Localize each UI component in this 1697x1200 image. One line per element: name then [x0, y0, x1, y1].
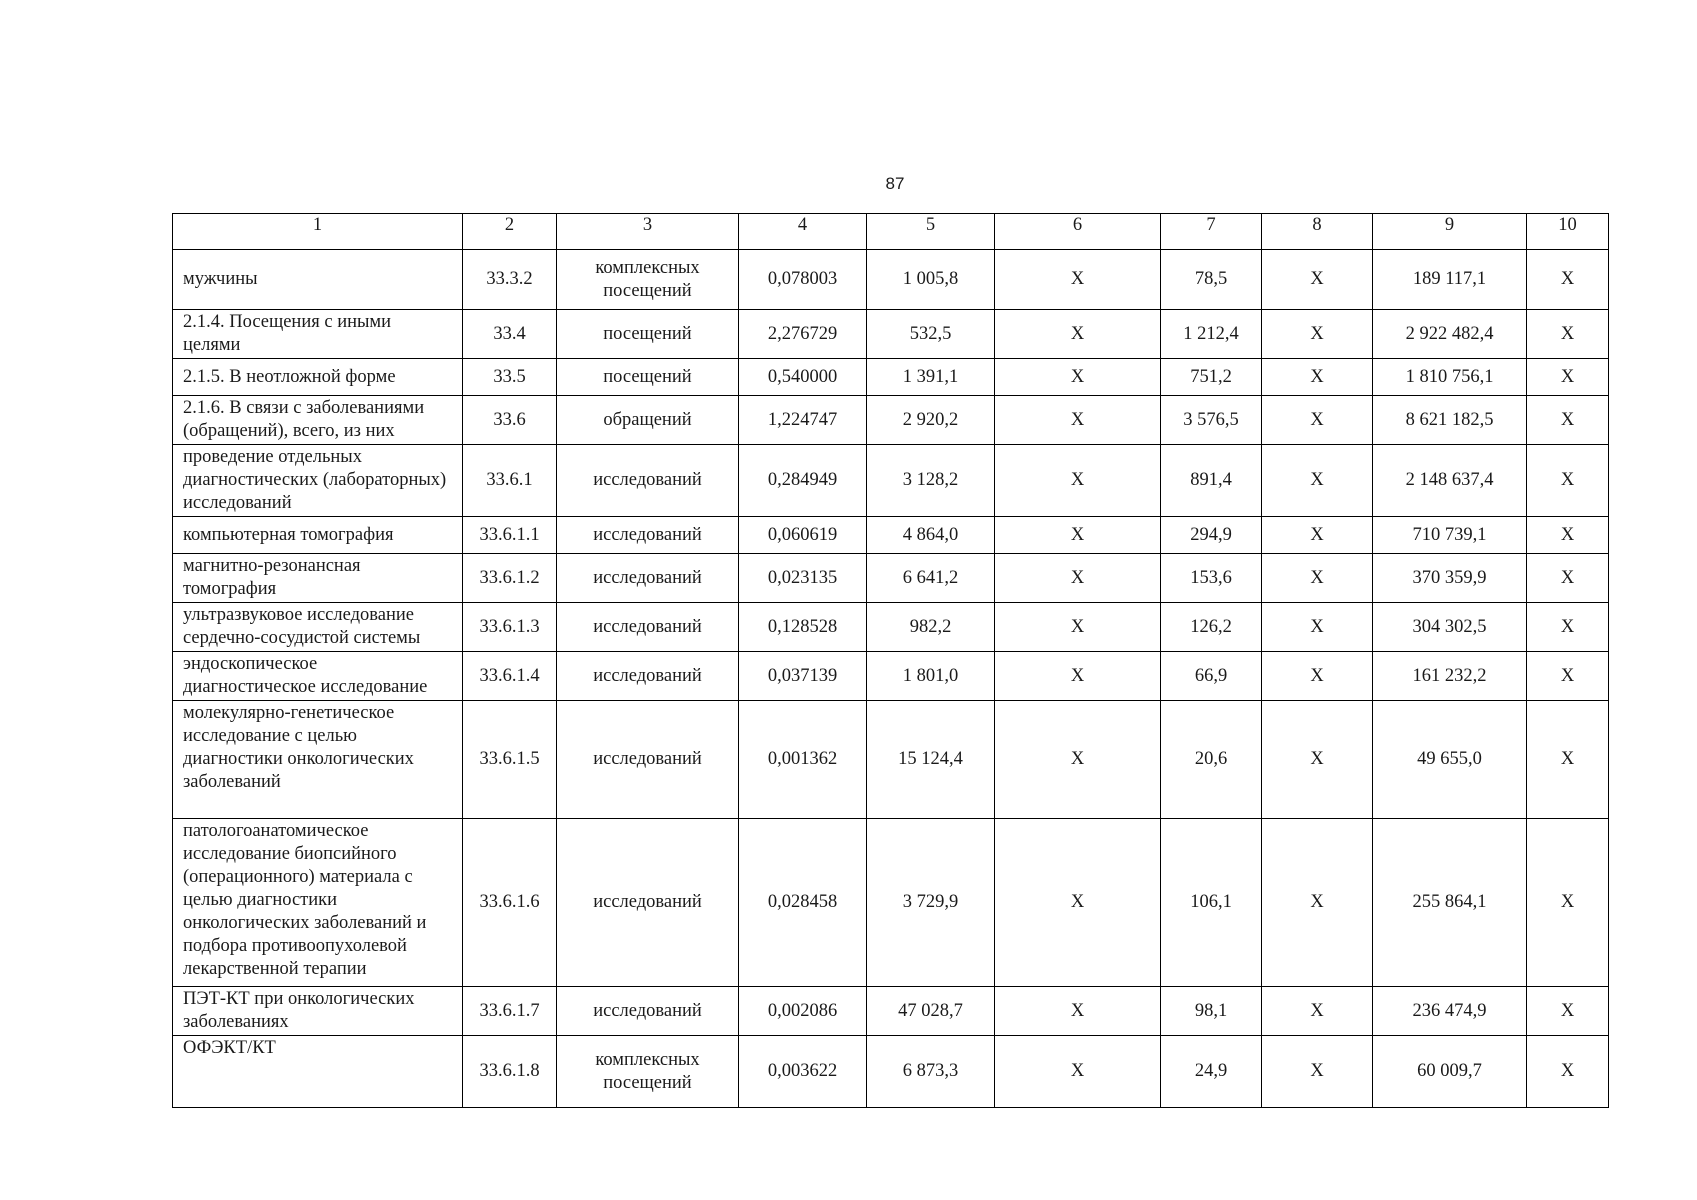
row-norm: 0,284949: [739, 445, 867, 517]
row-col7: 106,1: [1161, 819, 1262, 987]
row-col7: 751,2: [1161, 359, 1262, 396]
row-col8: Х: [1262, 396, 1373, 445]
table-row: [173, 310, 1609, 359]
row-col10: Х: [1527, 310, 1609, 359]
row-unit: посещений: [557, 359, 739, 396]
row-col10: Х: [1527, 359, 1609, 396]
row-col7: 3 576,5: [1161, 396, 1262, 445]
row-col9: 49 655,0: [1373, 701, 1527, 819]
row-cost: 4 864,0: [867, 517, 995, 554]
row-name: ультразвуковое исследование сердечно-сосудистой системы: [173, 603, 463, 652]
row-norm: 0,023135: [739, 554, 867, 603]
row-col7: 66,9: [1161, 652, 1262, 701]
row-col7: 98,1: [1161, 987, 1262, 1036]
row-col9: 1 810 756,1: [1373, 359, 1527, 396]
row-col10: Х: [1527, 517, 1609, 554]
table-row: [173, 987, 1609, 1036]
row-cost: 6 641,2: [867, 554, 995, 603]
table-row: [173, 396, 1609, 445]
row-name: проведение отдельных диагностических (лабораторных) исследований: [173, 445, 463, 517]
row-col7: 153,6: [1161, 554, 1262, 603]
page-number: 87: [885, 174, 905, 193]
row-col7: 294,9: [1161, 517, 1262, 554]
row-code: 33.6.1.8: [463, 1036, 557, 1108]
row-col9: 255 864,1: [1373, 819, 1527, 987]
row-col8: Х: [1262, 603, 1373, 652]
table-row: [173, 603, 1609, 652]
row-code: 33.6.1.3: [463, 603, 557, 652]
row-norm: 1,224747: [739, 396, 867, 445]
row-unit: исследований: [557, 701, 739, 819]
row-col10: Х: [1527, 701, 1609, 819]
row-norm: 0,128528: [739, 603, 867, 652]
row-col7: 20,6: [1161, 701, 1262, 819]
row-norm: 0,037139: [739, 652, 867, 701]
row-col10: Х: [1527, 445, 1609, 517]
table-row: [173, 359, 1609, 396]
row-cost: 1 005,8: [867, 250, 995, 310]
data-table: [172, 213, 1609, 1108]
row-cost: 6 873,3: [867, 1036, 995, 1108]
row-name: ПЭТ-КТ при онкологических заболеваниях: [173, 987, 463, 1036]
row-unit: исследований: [557, 819, 739, 987]
table-row: [173, 517, 1609, 554]
row-col9: 370 359,9: [1373, 554, 1527, 603]
row-norm: 0,060619: [739, 517, 867, 554]
row-unit: исследований: [557, 517, 739, 554]
row-code: 33.3.2: [463, 250, 557, 310]
column-header: 5: [867, 214, 995, 250]
row-col8: Х: [1262, 987, 1373, 1036]
row-code: 33.6.1.2: [463, 554, 557, 603]
row-col9: 189 117,1: [1373, 250, 1527, 310]
column-header: 9: [1373, 214, 1527, 250]
row-col7: 1 212,4: [1161, 310, 1262, 359]
row-col8: Х: [1262, 701, 1373, 819]
row-name: эндоскопическое диагностическое исследование: [173, 652, 463, 701]
row-name: ОФЭКТ/КТ: [173, 1036, 463, 1108]
table-row: [173, 1036, 1609, 1108]
row-col6: Х: [995, 517, 1161, 554]
row-col10: Х: [1527, 1036, 1609, 1108]
row-col6: Х: [995, 819, 1161, 987]
row-col6: Х: [995, 701, 1161, 819]
row-col6: Х: [995, 445, 1161, 517]
row-col7: 126,2: [1161, 603, 1262, 652]
column-header: 7: [1161, 214, 1262, 250]
table-row: [173, 445, 1609, 517]
column-header: 3: [557, 214, 739, 250]
row-unit: комплексных посещений: [557, 250, 739, 310]
row-col6: Х: [995, 250, 1161, 310]
row-norm: 2,276729: [739, 310, 867, 359]
row-col6: Х: [995, 396, 1161, 445]
column-header: 8: [1262, 214, 1373, 250]
row-norm: 0,003622: [739, 1036, 867, 1108]
row-cost: 532,5: [867, 310, 995, 359]
row-col6: Х: [995, 554, 1161, 603]
row-col9: 2 922 482,4: [1373, 310, 1527, 359]
row-code: 33.6.1.5: [463, 701, 557, 819]
row-code: 33.6.1.6: [463, 819, 557, 987]
row-col8: Х: [1262, 517, 1373, 554]
table-row: [173, 554, 1609, 603]
row-code: 33.5: [463, 359, 557, 396]
row-col9: 60 009,7: [1373, 1036, 1527, 1108]
row-code: 33.6.1.7: [463, 987, 557, 1036]
row-code: 33.6.1: [463, 445, 557, 517]
row-col10: Х: [1527, 250, 1609, 310]
row-cost: 3 729,9: [867, 819, 995, 987]
row-col9: 304 302,5: [1373, 603, 1527, 652]
row-code: 33.6.1.1: [463, 517, 557, 554]
row-col10: Х: [1527, 652, 1609, 701]
row-cost: 47 028,7: [867, 987, 995, 1036]
column-header: 6: [995, 214, 1161, 250]
row-name: компьютерная томография: [173, 517, 463, 554]
column-header: 4: [739, 214, 867, 250]
row-norm: 0,002086: [739, 987, 867, 1036]
row-col9: 236 474,9: [1373, 987, 1527, 1036]
column-header: 10: [1527, 214, 1609, 250]
row-name: 2.1.5. В неотложной форме: [173, 359, 463, 396]
row-col6: Х: [995, 987, 1161, 1036]
row-col8: Х: [1262, 445, 1373, 517]
row-unit: обращений: [557, 396, 739, 445]
row-col7: 891,4: [1161, 445, 1262, 517]
row-unit: исследований: [557, 445, 739, 517]
row-col7: 78,5: [1161, 250, 1262, 310]
column-header: 1: [173, 214, 463, 250]
row-cost: 1 391,1: [867, 359, 995, 396]
row-cost: 1 801,0: [867, 652, 995, 701]
row-unit: посещений: [557, 310, 739, 359]
row-name: мужчины: [173, 250, 463, 310]
row-col8: Х: [1262, 359, 1373, 396]
row-unit: исследований: [557, 652, 739, 701]
row-col6: Х: [995, 603, 1161, 652]
row-name: магнитно-резонансная томография: [173, 554, 463, 603]
row-unit: исследований: [557, 987, 739, 1036]
row-col10: Х: [1527, 396, 1609, 445]
row-norm: 0,540000: [739, 359, 867, 396]
row-col8: Х: [1262, 250, 1373, 310]
row-cost: 15 124,4: [867, 701, 995, 819]
row-col10: Х: [1527, 554, 1609, 603]
row-col10: Х: [1527, 819, 1609, 987]
row-norm: 0,028458: [739, 819, 867, 987]
row-col10: Х: [1527, 987, 1609, 1036]
row-col6: Х: [995, 1036, 1161, 1108]
table-row: [173, 819, 1609, 987]
row-name: молекулярно-генетическое исследование с целью диагностики онкологических заболеваний: [173, 701, 463, 819]
row-unit: исследований: [557, 554, 739, 603]
row-unit: комплексных посещений: [557, 1036, 739, 1108]
row-cost: 3 128,2: [867, 445, 995, 517]
table-row: [173, 701, 1609, 819]
row-code: 33.4: [463, 310, 557, 359]
row-unit: исследований: [557, 603, 739, 652]
row-col9: 8 621 182,5: [1373, 396, 1527, 445]
row-col9: 2 148 637,4: [1373, 445, 1527, 517]
row-norm: 0,001362: [739, 701, 867, 819]
row-col8: Х: [1262, 1036, 1373, 1108]
row-col7: 24,9: [1161, 1036, 1262, 1108]
table-row: [173, 250, 1609, 310]
row-norm: 0,078003: [739, 250, 867, 310]
row-col8: Х: [1262, 554, 1373, 603]
row-cost: 982,2: [867, 603, 995, 652]
row-name: 2.1.4. Посещения с иными целями: [173, 310, 463, 359]
row-col9: 161 232,2: [1373, 652, 1527, 701]
table-row: [173, 652, 1609, 701]
row-code: 33.6: [463, 396, 557, 445]
row-col6: Х: [995, 310, 1161, 359]
row-name: патологоанатомическое исследование биопсийного (операционного) материала с целью диагностики онкологических заболеваний и подбора противоопухолевой лекарственной терапии: [173, 819, 463, 987]
row-col6: Х: [995, 652, 1161, 701]
row-code: 33.6.1.4: [463, 652, 557, 701]
row-col9: 710 739,1: [1373, 517, 1527, 554]
row-col8: Х: [1262, 652, 1373, 701]
row-col10: Х: [1527, 603, 1609, 652]
row-name: 2.1.6. В связи с заболеваниями (обращений), всего, из них: [173, 396, 463, 445]
column-header: 2: [463, 214, 557, 250]
row-cost: 2 920,2: [867, 396, 995, 445]
row-col6: Х: [995, 359, 1161, 396]
row-col8: Х: [1262, 819, 1373, 987]
row-col8: Х: [1262, 310, 1373, 359]
header-row: [173, 214, 1609, 250]
